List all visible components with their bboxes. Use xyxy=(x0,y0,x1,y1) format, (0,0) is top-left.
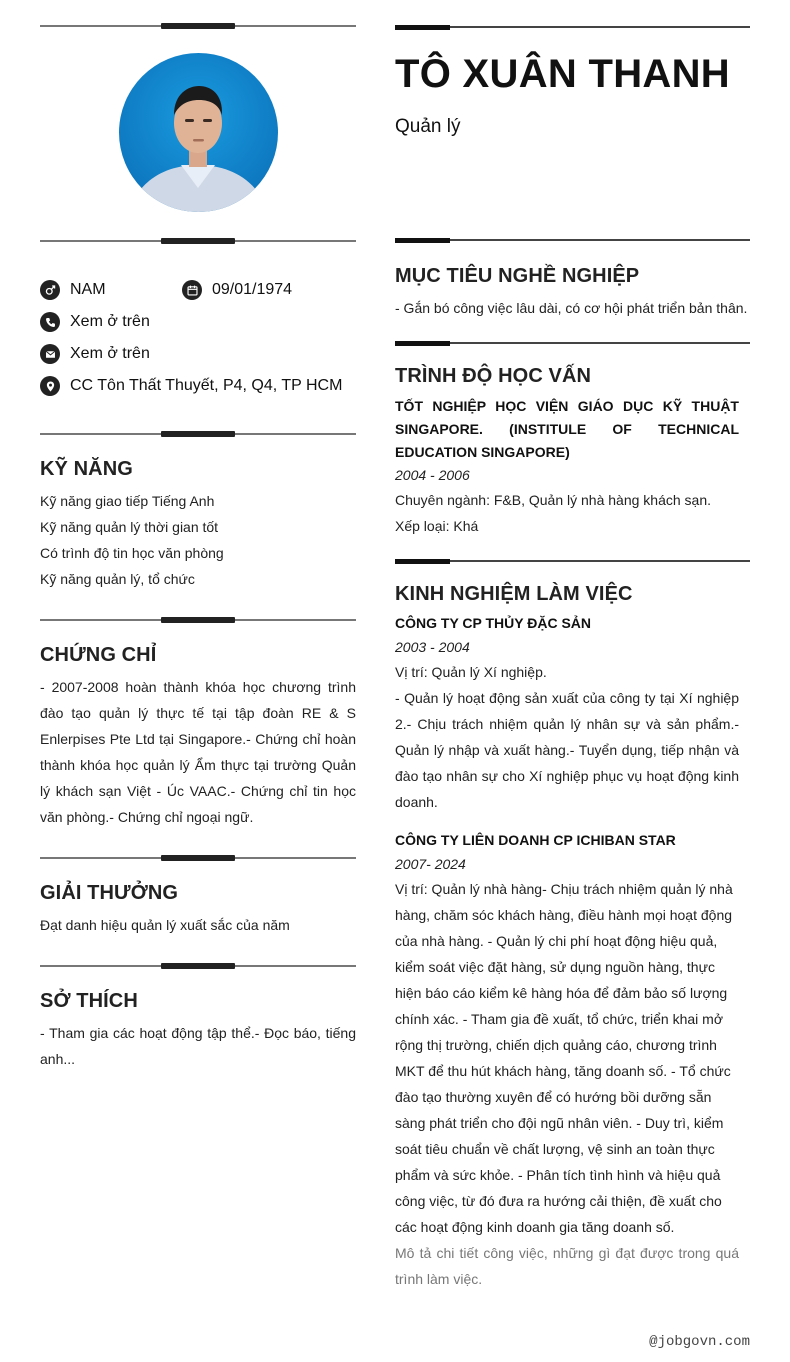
divider xyxy=(395,341,750,346)
divider xyxy=(395,25,750,30)
job-period: 2003 - 2004 xyxy=(395,639,470,655)
skill-item: Kỹ năng quản lý thời gian tốt xyxy=(40,519,219,535)
certificates-title: CHỨNG CHỈ xyxy=(40,644,157,666)
divider xyxy=(395,238,750,243)
certificates-text: - 2007-2008 hoàn thành khóa học chương trình đào tạo quản lý thực tế tại tập đoàn RE & S Enlerpises Pte Ltd tại Singapore.- Chứng chỉ hoàn thành khóa học quản lý Ẩm thực tại trường Quản lý khách sạn Việt - Úc VAAC.- Chứng chỉ tin học văn phòng.- Chứng chỉ ngoại ngữ. xyxy=(40,679,356,825)
awards-text: Đạt danh hiệu quản lý xuất sắc của năm xyxy=(40,917,290,933)
education-period: 2004 - 2006 xyxy=(395,467,470,483)
divider xyxy=(395,559,750,564)
footer-watermark: @jobgovn.com xyxy=(649,1334,750,1350)
gender-row xyxy=(40,279,106,301)
birthdate-row xyxy=(182,279,292,301)
divider xyxy=(40,23,356,29)
phone-icon xyxy=(40,312,60,332)
skills-title: KỸ NĂNG xyxy=(40,458,133,480)
divider xyxy=(40,431,356,437)
email-row xyxy=(40,343,150,365)
job-company: CÔNG TY LIÊN DOANH CP ICHIBAN STAR xyxy=(395,832,676,848)
awards-title: GIẢI THƯỞNG xyxy=(40,882,179,904)
avatar xyxy=(119,53,278,212)
experience-title: KINH NGHIỆM LÀM VIỆC xyxy=(395,583,633,605)
skill-item: Có trình độ tin học văn phòng xyxy=(40,545,224,561)
job-position: Vị trí: Quản lý Xí nghiệp. xyxy=(395,664,547,680)
address-row xyxy=(40,375,342,397)
gender-icon xyxy=(40,280,60,300)
education-school: TỐT NGHIỆP HỌC VIỆN GIÁO DỤC KỸ THUẬT SINGAPORE. (INSTITULE OF TECHNICAL EDUCATION SINGAPORE) xyxy=(395,398,739,460)
phone-row xyxy=(40,311,150,333)
location-pin-icon xyxy=(40,376,60,396)
divider xyxy=(40,855,356,861)
job-description-placeholder: Mô tả chi tiết công việc, những gì đạt được trong quá trình làm việc. xyxy=(395,1245,739,1287)
job-period: 2007- 2024 xyxy=(395,856,466,872)
hobbies-title: SỞ THÍCH xyxy=(40,990,138,1012)
job-role: Quản lý xyxy=(395,116,461,137)
objective-title: MỤC TIÊU NGHỀ NGHIỆP xyxy=(395,265,640,287)
hobbies-text: - Tham gia các hoạt động tập thể.- Đọc báo, tiếng anh... xyxy=(40,1025,356,1067)
divider xyxy=(40,963,356,969)
full-name: TÔ XUÂN THANH xyxy=(395,52,730,96)
education-grade: Xếp loại: Khá xyxy=(395,518,479,534)
job-company: CÔNG TY CP THỦY ĐẶC SẢN xyxy=(395,615,592,631)
calendar-icon xyxy=(182,280,202,300)
mail-icon xyxy=(40,344,60,364)
objective-text: - Gắn bó công việc lâu dài, có cơ hội phát triển bản thân. xyxy=(395,300,748,316)
email-value: Xem ở trên xyxy=(70,345,150,362)
skill-item: Kỹ năng giao tiếp Tiếng Anh xyxy=(40,493,215,509)
gender-value: NAM xyxy=(70,281,106,298)
job-description: - Quản lý hoạt động sản xuất của công ty tại Xí nghiệp 2.- Chịu trách nhiệm quản lý nhân sự và sản phẩm.- Quản lý nhập và xuất hàng.- Tuyển dụng, tiếp nhận và đào tạo nhân sự cho Xí nghiệp phục vụ hoạt động kinh doanh. xyxy=(395,690,739,810)
divider xyxy=(40,238,356,244)
address-value: CC Tôn Thất Thuyết, P4, Q4, TP HCM xyxy=(70,377,343,394)
skill-item: Kỹ năng quản lý, tổ chức xyxy=(40,571,195,587)
birthdate-value: 09/01/1974 xyxy=(212,281,293,298)
education-title: TRÌNH ĐỘ HỌC VẤN xyxy=(395,365,592,387)
divider xyxy=(40,617,356,623)
job-description: Vị trí: Quản lý nhà hàng- Chịu trách nhiệm quản lý nhà hàng, chăm sóc khách hàng, điều hành mọi hoạt động của nhà hàng. - Quản lý chi phí hoạt động hiệu quả, kiểm soát việc đặt hàng, sử dụng nguồn hàng, thực hiện báo cáo kiểm kê hàng hóa để đảm bảo số lượng chính xác. - Tham gia đề xuất, tổ chức, triển khai mở rộng thị trường, chiến dịch quảng cáo, chương trình MKT để thu hút khách hàng, tăng doanh số. - Tổ chức đào tạo thường xuyên để có hướng bồi dưỡng sẵn sàng phát triển cho đội ngũ nhân viên. - Duy trì, kiểm soát tiêu chuẩn về chất lượng, vệ sinh an toàn thực phẩm và sức khỏe. - Phân tích tình hình và hiệu quả công việc, từ đó đưa ra hướng cải thiện, đề xuất cho các hoạt động kinh doanh gia tăng doanh số. xyxy=(395,881,733,1235)
education-major: Chuyên ngành: F&B, Quản lý nhà hàng khách sạn. xyxy=(395,492,711,508)
phone-value: Xem ở trên xyxy=(70,313,150,330)
